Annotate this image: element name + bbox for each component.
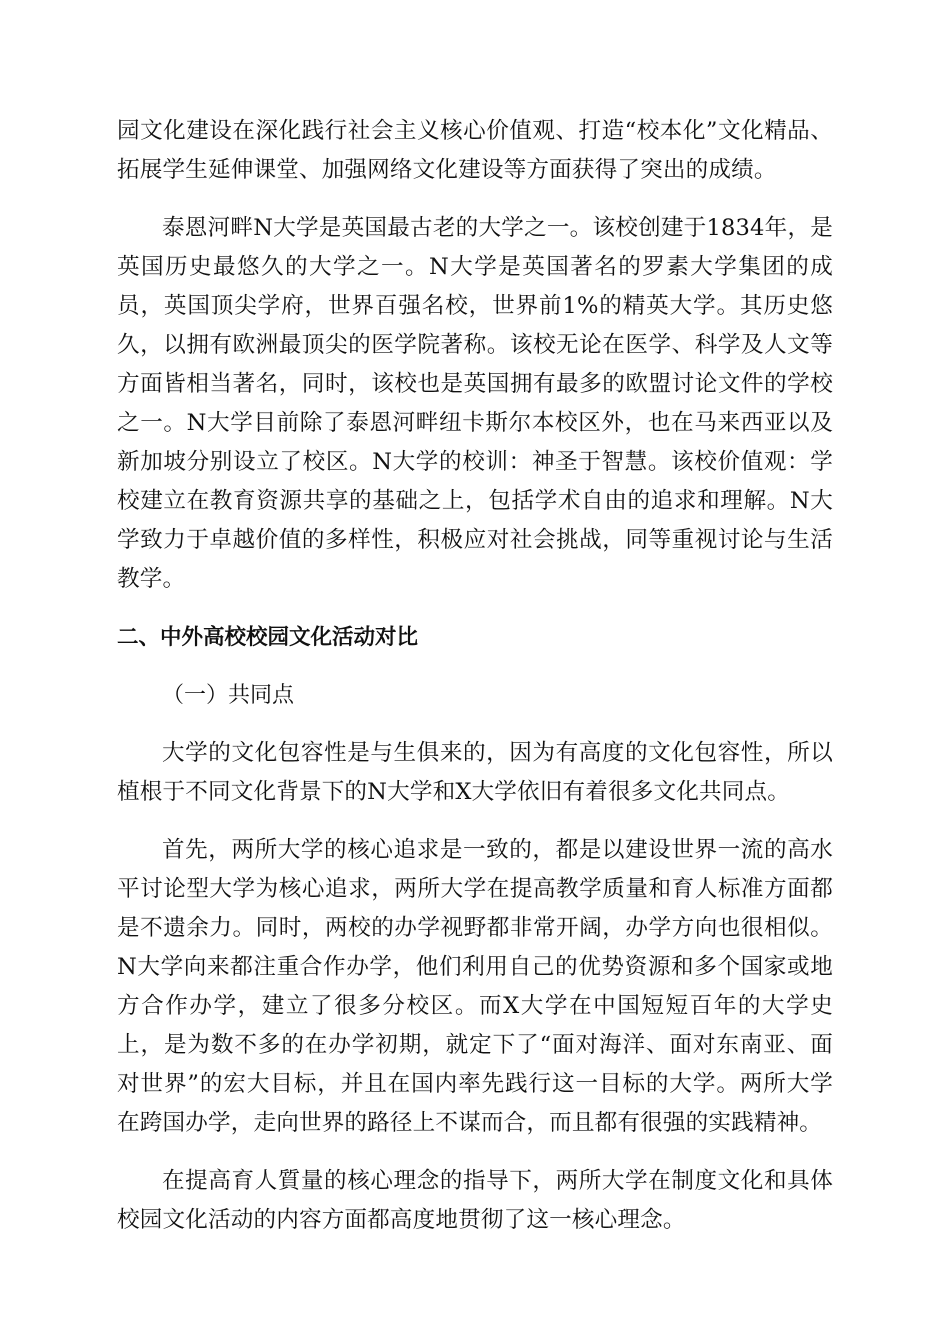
paragraph-university-n-intro: 泰恩河畔N大学是英国最古老的大学之一。该校创建于1834年，是英国历史最悠久的大学之一。N大学是英国著名的罗素大学集团的成员，英国顶尖学府，世界百强名校，世界前1%的精英大学。其历史悠久，以拥有欧洲最顶尖的医学院著称。该校无论在医学、科学及人文等方面皆相当著名，同时，该校也是英国拥有最多的欧盟讨论文件的学校之一。N大学目前除了泰恩河畔纽卡斯尔本校区外，也在马来西亚以及新加坡分别设立了校区。N大学的校训：神圣于智慧。该校价值观：学校建立在教育资源共享的基础之上，包括学术自由的追求和理解。N大学致力于卓越价值的多样性，积极应对社会挑战，同等重视讨论与生活教学。	[117, 215, 833, 592]
paragraph-cultural-inclusiveness: 大学的文化包容性是与生俱来的，因为有高度的文化包容性，所以植根于不同文化背景下的N大学和X大学依旧有着很多文化共同点。	[117, 740, 833, 805]
section-heading: 二、中外高校校园文化活动对比	[117, 625, 419, 650]
paragraph-core-concept: 在提高育人質量的核心理念的指导下，两所大学在制度文化和具体校园文化活动的内容方面都高度地贯彻了这一核心理念。	[117, 1168, 833, 1233]
document-body	[117, 112, 833, 1259]
subsection-heading: （一）共同点	[162, 683, 295, 708]
paragraph-core-pursuit: 首先，两所大学的核心追求是一致的，都是以建设世界一流的高水平讨论型大学为核心追求，两所大学在提高教学质量和育人标准方面都是不遗余力。同时，两校的办学视野都非常开阔，办学方向也很相似。N大学向来都注重合作办学，他们利用自己的优势资源和多个国家或地方合作办学，建立了很多分校区。而X大学在中国短短百年的大学史上，是为数不多的在办学初期，就定下了“面对海洋、面对东南亚、面对世界”的宏大目标，并且在国内率先践行这一目标的大学。两所大学在跨国办学，走向世界的路径上不谋而合，而且都有很强的实践精神。	[117, 837, 833, 1136]
paragraph-continued: 园文化建设在深化践行社会主义核心价值观、打造“校本化”文化精品、拓展学生延伸课堂、加强网络文化建设等方面获得了突出的成绩。	[117, 118, 833, 183]
